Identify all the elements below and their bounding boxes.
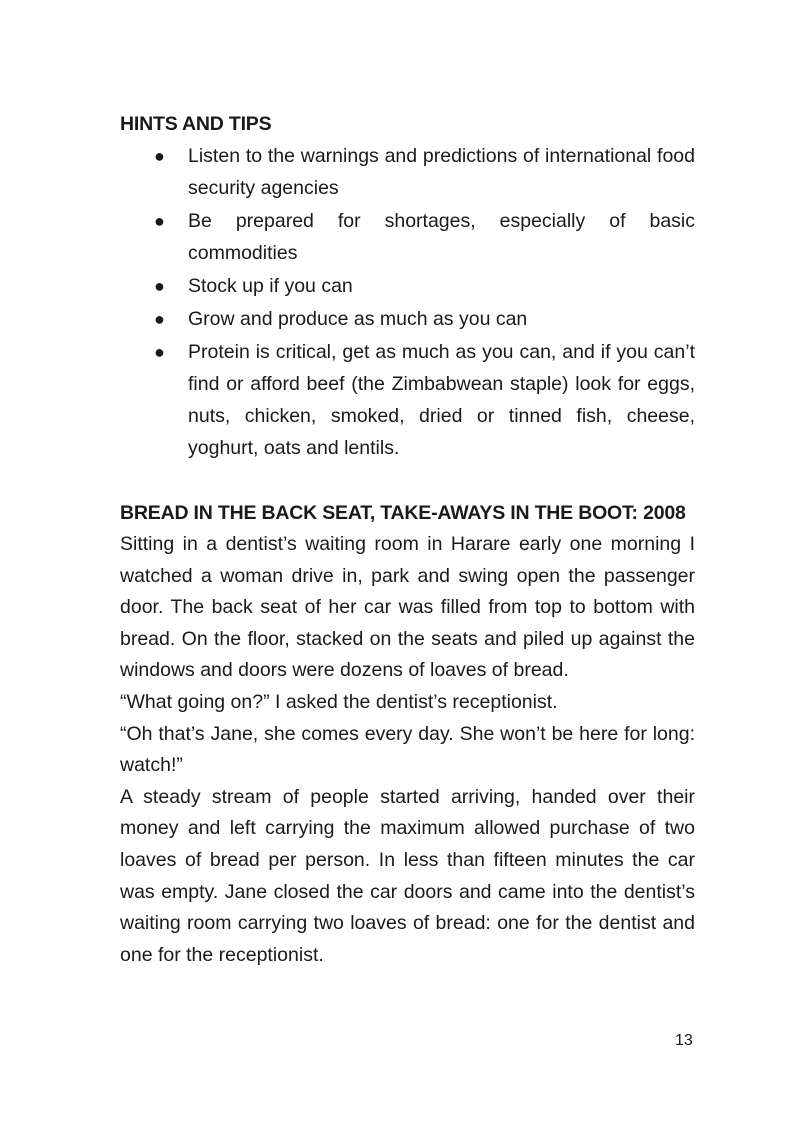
story-paragraph: “What going on?” I asked the dentist’s receptionist. xyxy=(120,690,558,713)
list-item xyxy=(120,336,695,464)
section-heading-hints: HINTS AND TIPS xyxy=(120,113,272,135)
list-item xyxy=(120,140,695,204)
list-item xyxy=(120,205,695,269)
section-heading-bread: BREAD IN THE BACK SEAT, TAKE-AWAYS IN THE BOOT: 2008 xyxy=(120,502,686,524)
bullet-icon: ● xyxy=(154,211,165,231)
tip-text: Listen to the warnings and predictions of international food security agencies xyxy=(188,145,695,199)
bullet-icon: ● xyxy=(154,276,165,296)
list-item xyxy=(120,303,695,335)
bullet-icon: ● xyxy=(154,146,165,166)
story-paragraph: Sitting in a dentist’s waiting room in Harare early one morning I watched a woman drive in, park and swing open the passenger door. The back seat of her car was filled from top to bottom with bread. On the floor, stacked on the seats and piled up against the windows and doors were dozens of loaves of bread. xyxy=(120,533,695,682)
tip-text: Grow and produce as much as you can xyxy=(188,308,528,330)
list-item xyxy=(120,270,695,302)
story-paragraph: “Oh that’s Jane, she comes every day. She won’t be here for long: watch!” xyxy=(120,722,695,777)
tips-list xyxy=(120,140,695,464)
section-spacer xyxy=(120,465,695,497)
bullet-icon: ● xyxy=(154,342,165,362)
story-paragraph: A steady stream of people started arriving, handed over their money and left carrying the maximum allowed purchase of two loaves of bread per person. In less than fifteen minutes the car was empty. Jane closed the car doors and came into the dentist’s waiting room carrying two loaves of bread: one for the dentist and one for the receptionist. xyxy=(120,785,695,966)
tip-text: Protein is critical, get as much as you can, and if you can’t find or afford beef (the Zimbabwean staple) look for eggs, nuts, chicken, smoked, dried or tinned fish, cheese, yoghurt, oats and lentils. xyxy=(188,341,695,459)
page-number: 13 xyxy=(675,1032,693,1049)
document-page xyxy=(120,108,695,971)
tip-text: Stock up if you can xyxy=(188,275,353,297)
bullet-icon: ● xyxy=(154,309,165,329)
tip-text: Be prepared for shortages, especially of basic commodities xyxy=(188,210,695,264)
story-body xyxy=(120,529,695,971)
